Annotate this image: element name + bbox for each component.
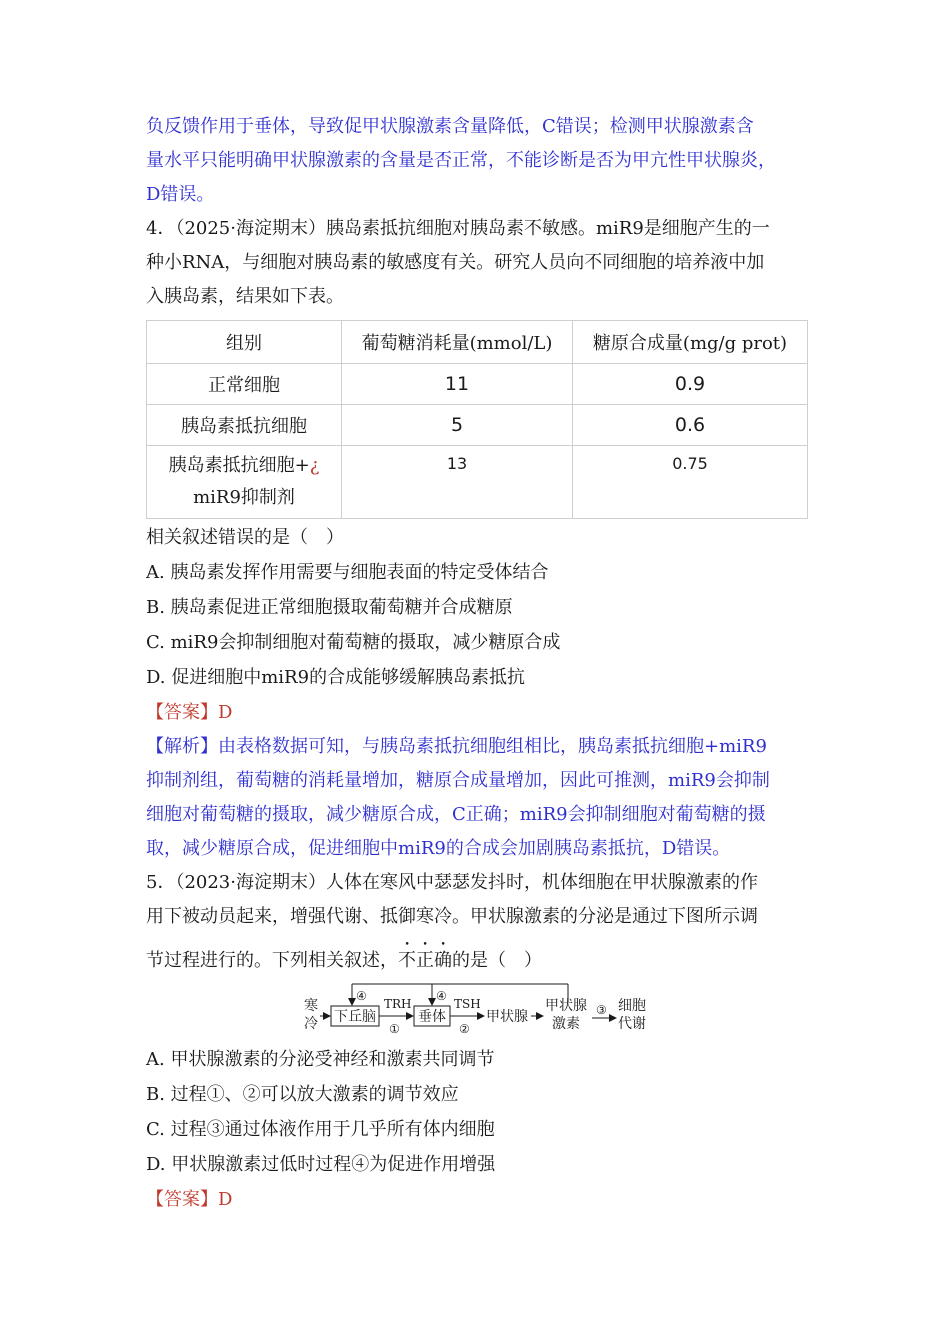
regulation-flow-svg [146,980,808,1038]
answer-value: D [218,702,233,723]
q5-option-b: B. 过程①、②可以放大激素的调节效应 [146,1084,459,1105]
q4-option-d: D. 促进细胞中miR9的合成能够缓解胰岛素抵抗 [146,667,526,688]
process-1-label: ① [389,1022,400,1036]
table-header-row [147,321,808,364]
q4-results-table [146,320,808,519]
q5-answer [146,1182,808,1217]
table-cell-text: 胰岛素抵抗细胞+ [168,455,310,476]
hormone-label-2: 激素 [552,1016,580,1032]
q4-option-a: A. 胰岛素发挥作用需要与细胞表面的特定受体结合 [146,562,549,583]
q4-stem: 种小RNA，与细胞对胰岛素的敏感度有关。研究人员向不同细胞的培养液中加 [146,252,765,273]
hormone-label-1: 甲状腺 [545,998,587,1014]
analysis-label: 【解析】 [146,736,218,757]
q5-stem: 用下被动员起来，增强代谢、抵御寒冷。甲状腺激素的分泌是通过下图所示调 [146,906,758,927]
table-header-cell: 糖原合成量(mg/g prot) [573,321,808,364]
q5-stem [146,940,808,978]
table-cell: 0.75 [573,446,808,519]
pituitary-label: 垂体 [418,1009,446,1025]
table-cell: 正常细胞 [147,364,342,405]
q5-stem-text: 的是（ ） [452,950,542,971]
q4-analysis-line: 抑制剂组，葡萄糖的消耗量增加，糖原合成量增加，因此可推测，miR9会抑制 [146,770,770,791]
table-cell: 13 [342,446,573,519]
analysis-text: 由表格数据可知，与胰岛素抵抗细胞组相比，胰岛素抵抗细胞+miR9 [218,736,767,757]
answer-label: 【答案】 [146,1189,218,1210]
table-cell-text: miR9抑制剂 [193,487,295,508]
answer-value: D [218,1189,233,1210]
q5-option-d: D. 甲状腺激素过低时过程④为促进作用增强 [146,1154,496,1175]
thyroid-regulation-diagram [146,980,808,1038]
q4-option-b: B. 胰岛素促进正常细胞摄取葡萄糖并合成糖原 [146,597,513,618]
q4-answer [146,695,808,730]
table-header-cell: 组别 [147,321,342,364]
table-cell: 11 [342,364,573,405]
q4-stem: 4．（2025·海淀期末）胰岛素抵抗细胞对胰岛素不敏感。miR9是细胞产生的一 [146,218,770,239]
table-cell: 5 [342,405,573,446]
table-cell [147,446,342,519]
q4-analysis [146,730,808,764]
q4-option-c: C. miR9会抑制细胞对葡萄糖的摄取，减少糖原合成 [146,632,561,653]
q5-option-a: A. 甲状腺激素的分泌受神经和激素共同调节 [146,1049,495,1070]
table-cell: 胰岛素抵抗细胞 [147,405,342,446]
prev-analysis-line: D错误。 [146,184,215,205]
q4-stem: 入胰岛素，结果如下表。 [146,286,344,307]
table-row [147,405,808,446]
table-row [147,364,808,405]
table-cell: 0.6 [573,405,808,446]
q5-stem-emphasis: 不正确 [398,950,452,971]
cell-label-1: 细胞 [618,998,646,1014]
answer-label: 【答案】 [146,702,218,723]
q5-stem-text: 节过程进行的。下列相关叙述， [146,950,398,971]
thyroid-label: 甲状腺 [486,1009,528,1025]
cell-label-2: 代谢 [618,1016,646,1032]
q5-stem: 5．（2023·海淀期末）人体在寒风中瑟瑟发抖时，机体细胞在甲状腺激素的作 [146,872,758,893]
hypothalamus-label: 下丘脑 [334,1009,376,1025]
cold-label-1: 寒 [304,998,318,1014]
table-cell: 0.9 [573,364,808,405]
process-2-label: ② [459,1022,470,1036]
prev-analysis-line: 负反馈作用于垂体，导致促甲状腺激素含量降低，C错误；检测甲状腺激素含 [146,116,754,137]
table-cell-mark: ¿ [309,455,320,476]
q4-analysis-line: 细胞对葡萄糖的摄取，减少糖原合成，C正确；miR9会抑制细胞对葡萄糖的摄 [146,804,766,825]
process-4b-label: ④ [436,989,447,1003]
q4-prompt: 相关叙述错误的是（ ） [146,527,344,548]
table-header-cell: 葡萄糖消耗量(mmol/L) [342,321,573,364]
q5-option-c: C. 过程③通过体液作用于几乎所有体内细胞 [146,1119,495,1140]
trh-label: TRH [384,997,412,1011]
document-page [146,110,808,1217]
process-3-label: ③ [596,1003,607,1017]
tsh-label: TSH [454,997,481,1011]
cold-label-2: 冷 [304,1016,318,1032]
prev-analysis-line: 量水平只能明确甲状腺激素的含量是否正常，不能诊断是否为甲亢性甲状腺炎， [146,150,776,171]
q4-analysis-line: 取，减少糖原合成，促进细胞中miR9的合成会加剧胰岛素抵抗，D错误。 [146,838,731,859]
process-4a-label: ④ [356,989,367,1003]
table-row [147,446,808,519]
